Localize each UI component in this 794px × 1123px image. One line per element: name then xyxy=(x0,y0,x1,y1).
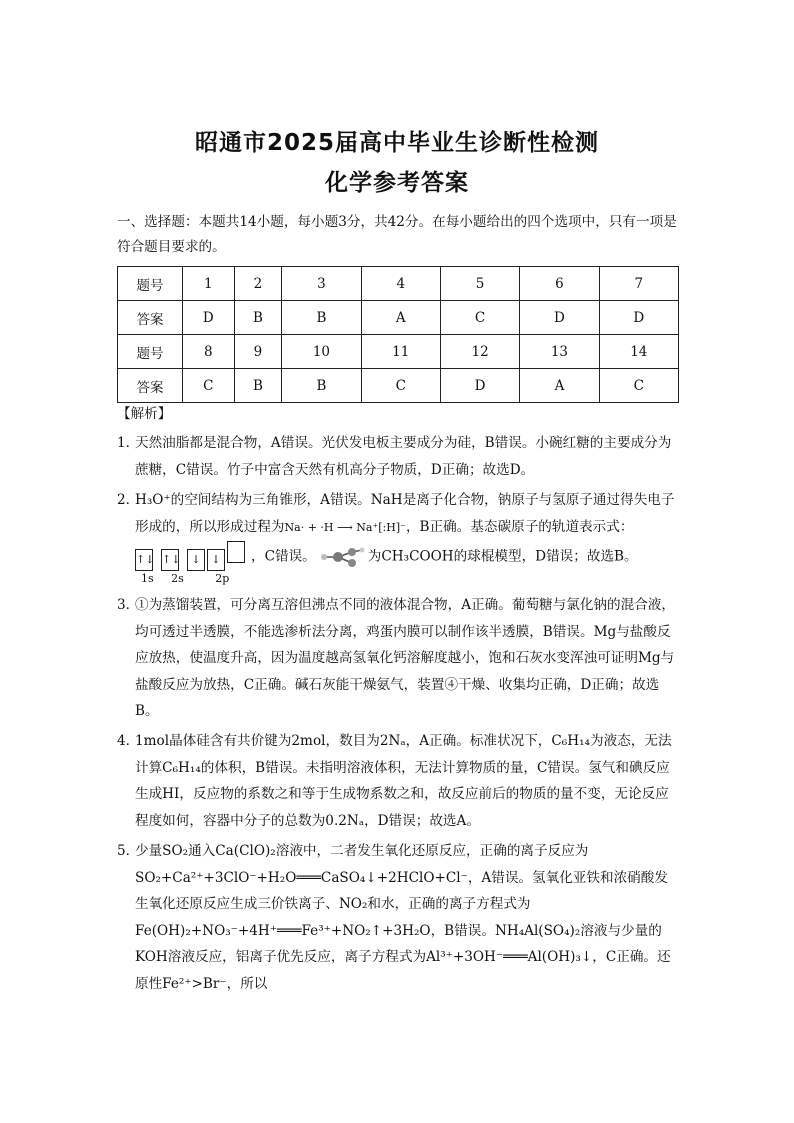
table-cell: D xyxy=(183,301,235,335)
table-cell: A xyxy=(520,369,599,403)
analysis-item-1 xyxy=(117,430,680,483)
orbital-label: 1s xyxy=(141,571,154,585)
item-text: 1mol晶体硅含有共价键为2mol，数目为2Nₐ，A正确。标准状况下，C₆H₁₄为液态，无法计算C₆H₁₄的体积，B错误。未指明溶液体积，无法计算物质的量，C错误。氢气和碘反应生成HI，反应物的系数之和等于生成物系数之和，故反应前后的物质的量不变，无论反应程度如何，容器中分子的总数为0.2Nₐ，D错误；故选A。 xyxy=(135,733,672,829)
item-text: ①为蒸馏装置，可分离互溶但沸点不同的液体混合物，A正确。葡萄糖与氯化钠的混合液，均可透过半透膜，不能选渗析法分离，鸡蛋内膜可以制作该半透膜，B错误。Mg与盐酸反应放热，使温度升高，因为温度越高氢氧化钙溶解度越小，饱和石灰水变浑浊可证明Mg与盐酸反应为放热，C正确。碱石灰能干燥氨气，装置④干燥、收集均正确，D正确；故选B。 xyxy=(135,597,675,719)
orbital-box-2p: ↓ xyxy=(207,549,225,571)
table-row xyxy=(118,301,679,335)
table-cell: 14 xyxy=(599,335,678,369)
section-intro: 一、选择题：本题共14小题，每小题3分，共42分。在每小题给出的四个选项中，只有一项是符合题目要求的。 xyxy=(117,214,677,255)
item-text xyxy=(135,487,680,585)
table-cell: 6 xyxy=(520,267,599,301)
table-cell: D xyxy=(440,369,519,403)
orbital-box-2p: ↓ xyxy=(187,549,205,571)
item-number: 5． xyxy=(117,843,140,859)
item-number: 4． xyxy=(117,733,140,749)
table-cell: B xyxy=(234,301,282,335)
orbital-box-2s: ↑↓ xyxy=(161,549,179,571)
table-cell: 4 xyxy=(361,267,440,301)
table-row xyxy=(118,267,679,301)
orbital-label: 2s xyxy=(171,571,184,585)
item-number: 2． xyxy=(117,492,140,508)
item-text: 天然油脂都是混合物，A错误。光伏发电板主要成分为硅，B错误。小碗红糖的主要成分为蔗糖，C错误。竹子中富含天然有机高分子物质，D正确；故选D。 xyxy=(135,435,672,478)
orbital-labels xyxy=(141,573,680,585)
orbital-diagram xyxy=(135,541,247,573)
ball-stick-model-image xyxy=(316,546,368,568)
row-label: 题号 xyxy=(118,267,183,301)
table-cell: B xyxy=(282,369,361,403)
table-cell: D xyxy=(599,301,678,335)
answer-table xyxy=(117,266,679,403)
table-cell: 10 xyxy=(282,335,361,369)
table-cell: C xyxy=(440,301,519,335)
analysis-item-4 xyxy=(117,728,680,834)
item-number: 1． xyxy=(117,435,140,451)
row-label: 答案 xyxy=(118,301,183,335)
row-label: 题号 xyxy=(118,335,183,369)
table-cell: 3 xyxy=(282,267,361,301)
item-number: 3． xyxy=(117,597,140,613)
analysis-heading: 【解析】 xyxy=(117,406,172,422)
table-cell: 8 xyxy=(183,335,235,369)
analysis-item-5 xyxy=(117,838,680,997)
page-subtitle: 化学参考答案 xyxy=(325,170,469,196)
analysis-item-2 xyxy=(117,487,680,585)
analysis-item-3 xyxy=(117,592,680,725)
item-2-text-a: H₃O⁺的空间结构为三角锥形，A错误。NaH是离子化合物，钠原子与氢原子通过得失电子形成的，所以形成过程为 xyxy=(135,492,675,535)
table-cell: 9 xyxy=(234,335,282,369)
table-cell: 2 xyxy=(234,267,282,301)
table-cell: C xyxy=(361,369,440,403)
table-cell: B xyxy=(282,301,361,335)
item-2-text-c: ，C错误。 xyxy=(251,548,316,565)
table-row xyxy=(118,369,679,403)
orbital-label: 2p xyxy=(215,571,230,585)
table-cell: 11 xyxy=(361,335,440,369)
formation-equation: Na· + ·H ⟶ Na⁺[:H]⁻ xyxy=(284,520,406,534)
table-cell: 7 xyxy=(599,267,678,301)
orbital-box-2p xyxy=(227,541,245,563)
table-cell: 1 xyxy=(183,267,235,301)
table-cell: C xyxy=(599,369,678,403)
table-cell: 12 xyxy=(440,335,519,369)
page-title: 昭通市2025届高中毕业生诊断性检测 xyxy=(194,130,599,156)
table-cell: C xyxy=(183,369,235,403)
row-label: 答案 xyxy=(118,369,183,403)
table-cell: 13 xyxy=(520,335,599,369)
table-row xyxy=(118,335,679,369)
orbital-box-1s: ↑↓ xyxy=(135,549,153,571)
table-cell: B xyxy=(234,369,282,403)
item-text: 少量SO₂通入Ca(ClO)₂溶液中，二者发生氧化还原反应，正确的离子反应为SO₂+Ca²⁺+3ClO⁻+H₂O═══CaSO₄↓+2HClO+Cl⁻，A错误。氢氧化亚铁和浓硝酸发生氧化还原反应生成三价铁离子、NO₂和水，正确的离子方程式为Fe(OH)₂+NO₃⁻+4H⁺═══Fe³⁺+NO₂↑+3H₂O，B错误。NH₄Al(SO₄)₂溶液与少量的KOH溶液反应，铝离子优先反应，离子方程式为Al³⁺+3OH⁻═══Al(OH)₃↓，C正确。还原性Fe²⁺>Br⁻，所以 xyxy=(135,843,671,992)
table-cell: A xyxy=(361,301,440,335)
table-cell: 5 xyxy=(440,267,519,301)
item-2-text-d: 为CH₃COOH的球棍模型，D错误；故选B。 xyxy=(367,548,638,565)
table-cell: D xyxy=(520,301,599,335)
item-2-text-b: ，B正确。基态碳原子的轨道表示式： xyxy=(405,518,634,535)
